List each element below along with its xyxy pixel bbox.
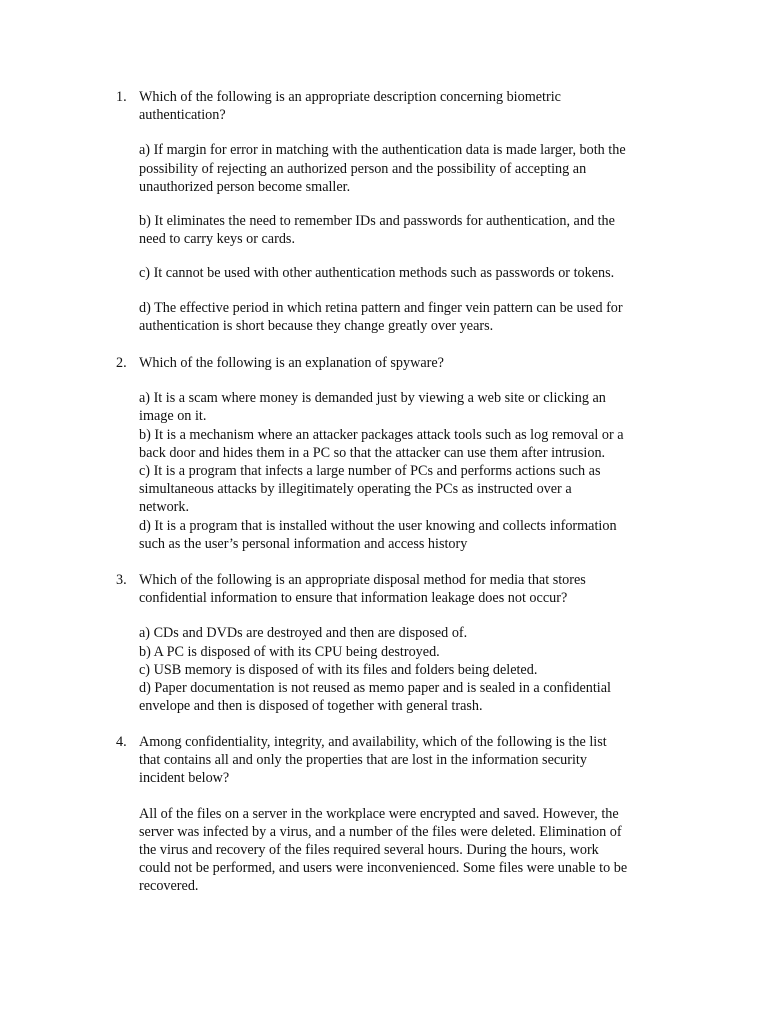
scenario-line: server was infected by a virus, and a number of the files were deleted. Elimination of — [139, 823, 622, 840]
question-text — [139, 571, 679, 607]
option-line: unauthorized person become smaller. — [139, 178, 351, 195]
question-text-line: that contains all and only the properties that are lost in the information security — [139, 752, 587, 769]
option-a — [139, 624, 679, 642]
option-line: need to carry keys or cards. — [139, 231, 295, 248]
scenario-line: could not be performed, and users were inconvenienced. Some files were unable to be — [139, 860, 628, 877]
option-line: c) USB memory is disposed of with its files and folders being deleted. — [139, 661, 538, 678]
scenario-line: All of the files on a server in the workplace were encrypted and saved. However, the — [139, 805, 619, 822]
option-line: a) CDs and DVDs are destroyed and then are disposed of. — [139, 625, 468, 642]
option-line: b) It is a mechanism where an attacker packages attack tools such as log removal or a — [139, 426, 624, 443]
option-b — [139, 643, 679, 661]
option-d — [139, 517, 679, 553]
option-line: a) It is a scam where money is demanded just by viewing a web site or clicking an — [139, 390, 606, 407]
option-line: d) It is a program that is installed without the user knowing and collects information — [139, 517, 617, 534]
option-line: image on it. — [139, 408, 207, 425]
question-text-line: Which of the following is an appropriate disposal method for media that stores — [139, 572, 586, 588]
option-line: b) It eliminates the need to remember IDs and passwords for authentication, and the — [139, 213, 615, 230]
option-c — [139, 661, 679, 679]
question-body — [139, 733, 679, 896]
option-line: b) A PC is disposed of with its CPU being destroyed. — [139, 643, 440, 660]
option-line: c) It is a program that infects a large number of PCs and performs actions such as — [139, 463, 601, 480]
question-number: 3. — [116, 572, 127, 588]
option-line: a) If margin for error in matching with the authentication data is made larger, both the — [139, 142, 626, 159]
question-number: 2. — [116, 355, 127, 371]
question-body — [139, 571, 679, 715]
question-text-line: Among confidentiality, integrity, and availability, which of the following is the list — [139, 734, 607, 750]
option-line: d) The effective period in which retina pattern and finger vein pattern can be used for — [139, 299, 623, 316]
option-b — [139, 426, 679, 462]
option-line: such as the user’s personal information and access history — [139, 535, 468, 552]
question-text-line: confidential information to ensure that information leakage does not occur? — [139, 590, 568, 607]
scenario-line: recovered. — [139, 878, 199, 895]
question-text — [139, 733, 679, 788]
option-d — [139, 299, 679, 335]
option-line: possibility of rejecting an authorized person and the possibility of accepting an — [139, 160, 587, 177]
option-line: d) Paper documentation is not reused as memo paper and is sealed in a confidential — [139, 680, 611, 697]
option-b — [139, 212, 679, 248]
question-body — [139, 354, 679, 553]
question-text-line: incident below? — [139, 770, 230, 787]
question-number: 1. — [116, 89, 127, 105]
question-text-line: Which of the following is an appropriate description concerning biometric — [139, 89, 561, 105]
question-text — [139, 88, 679, 124]
option-a — [139, 141, 679, 196]
option-c — [139, 264, 679, 282]
option-line: network. — [139, 499, 190, 516]
option-line: envelope and then is disposed of together with general trash. — [139, 698, 483, 715]
option-line: c) It cannot be used with other authentication methods such as passwords or tokens. — [139, 265, 615, 282]
question-body — [139, 88, 679, 335]
question-text — [139, 354, 679, 372]
option-c — [139, 462, 679, 517]
question-number: 4. — [116, 734, 127, 750]
option-d — [139, 679, 679, 715]
option-line: simultaneous attacks by illegitimately operating the PCs as instructed over a — [139, 481, 572, 498]
option-line: authentication is short because they change greatly over years. — [139, 317, 494, 334]
option-line: back door and hides them in a PC so that the attacker can use them after intrusion. — [139, 444, 606, 461]
scenario-line: the virus and recovery of the files required several hours. During the hours, work — [139, 842, 599, 859]
incident-scenario — [139, 805, 679, 896]
option-a — [139, 389, 679, 425]
question-text-line: authentication? — [139, 107, 226, 124]
question-text-line: Which of the following is an explanation of spyware? — [139, 355, 444, 371]
